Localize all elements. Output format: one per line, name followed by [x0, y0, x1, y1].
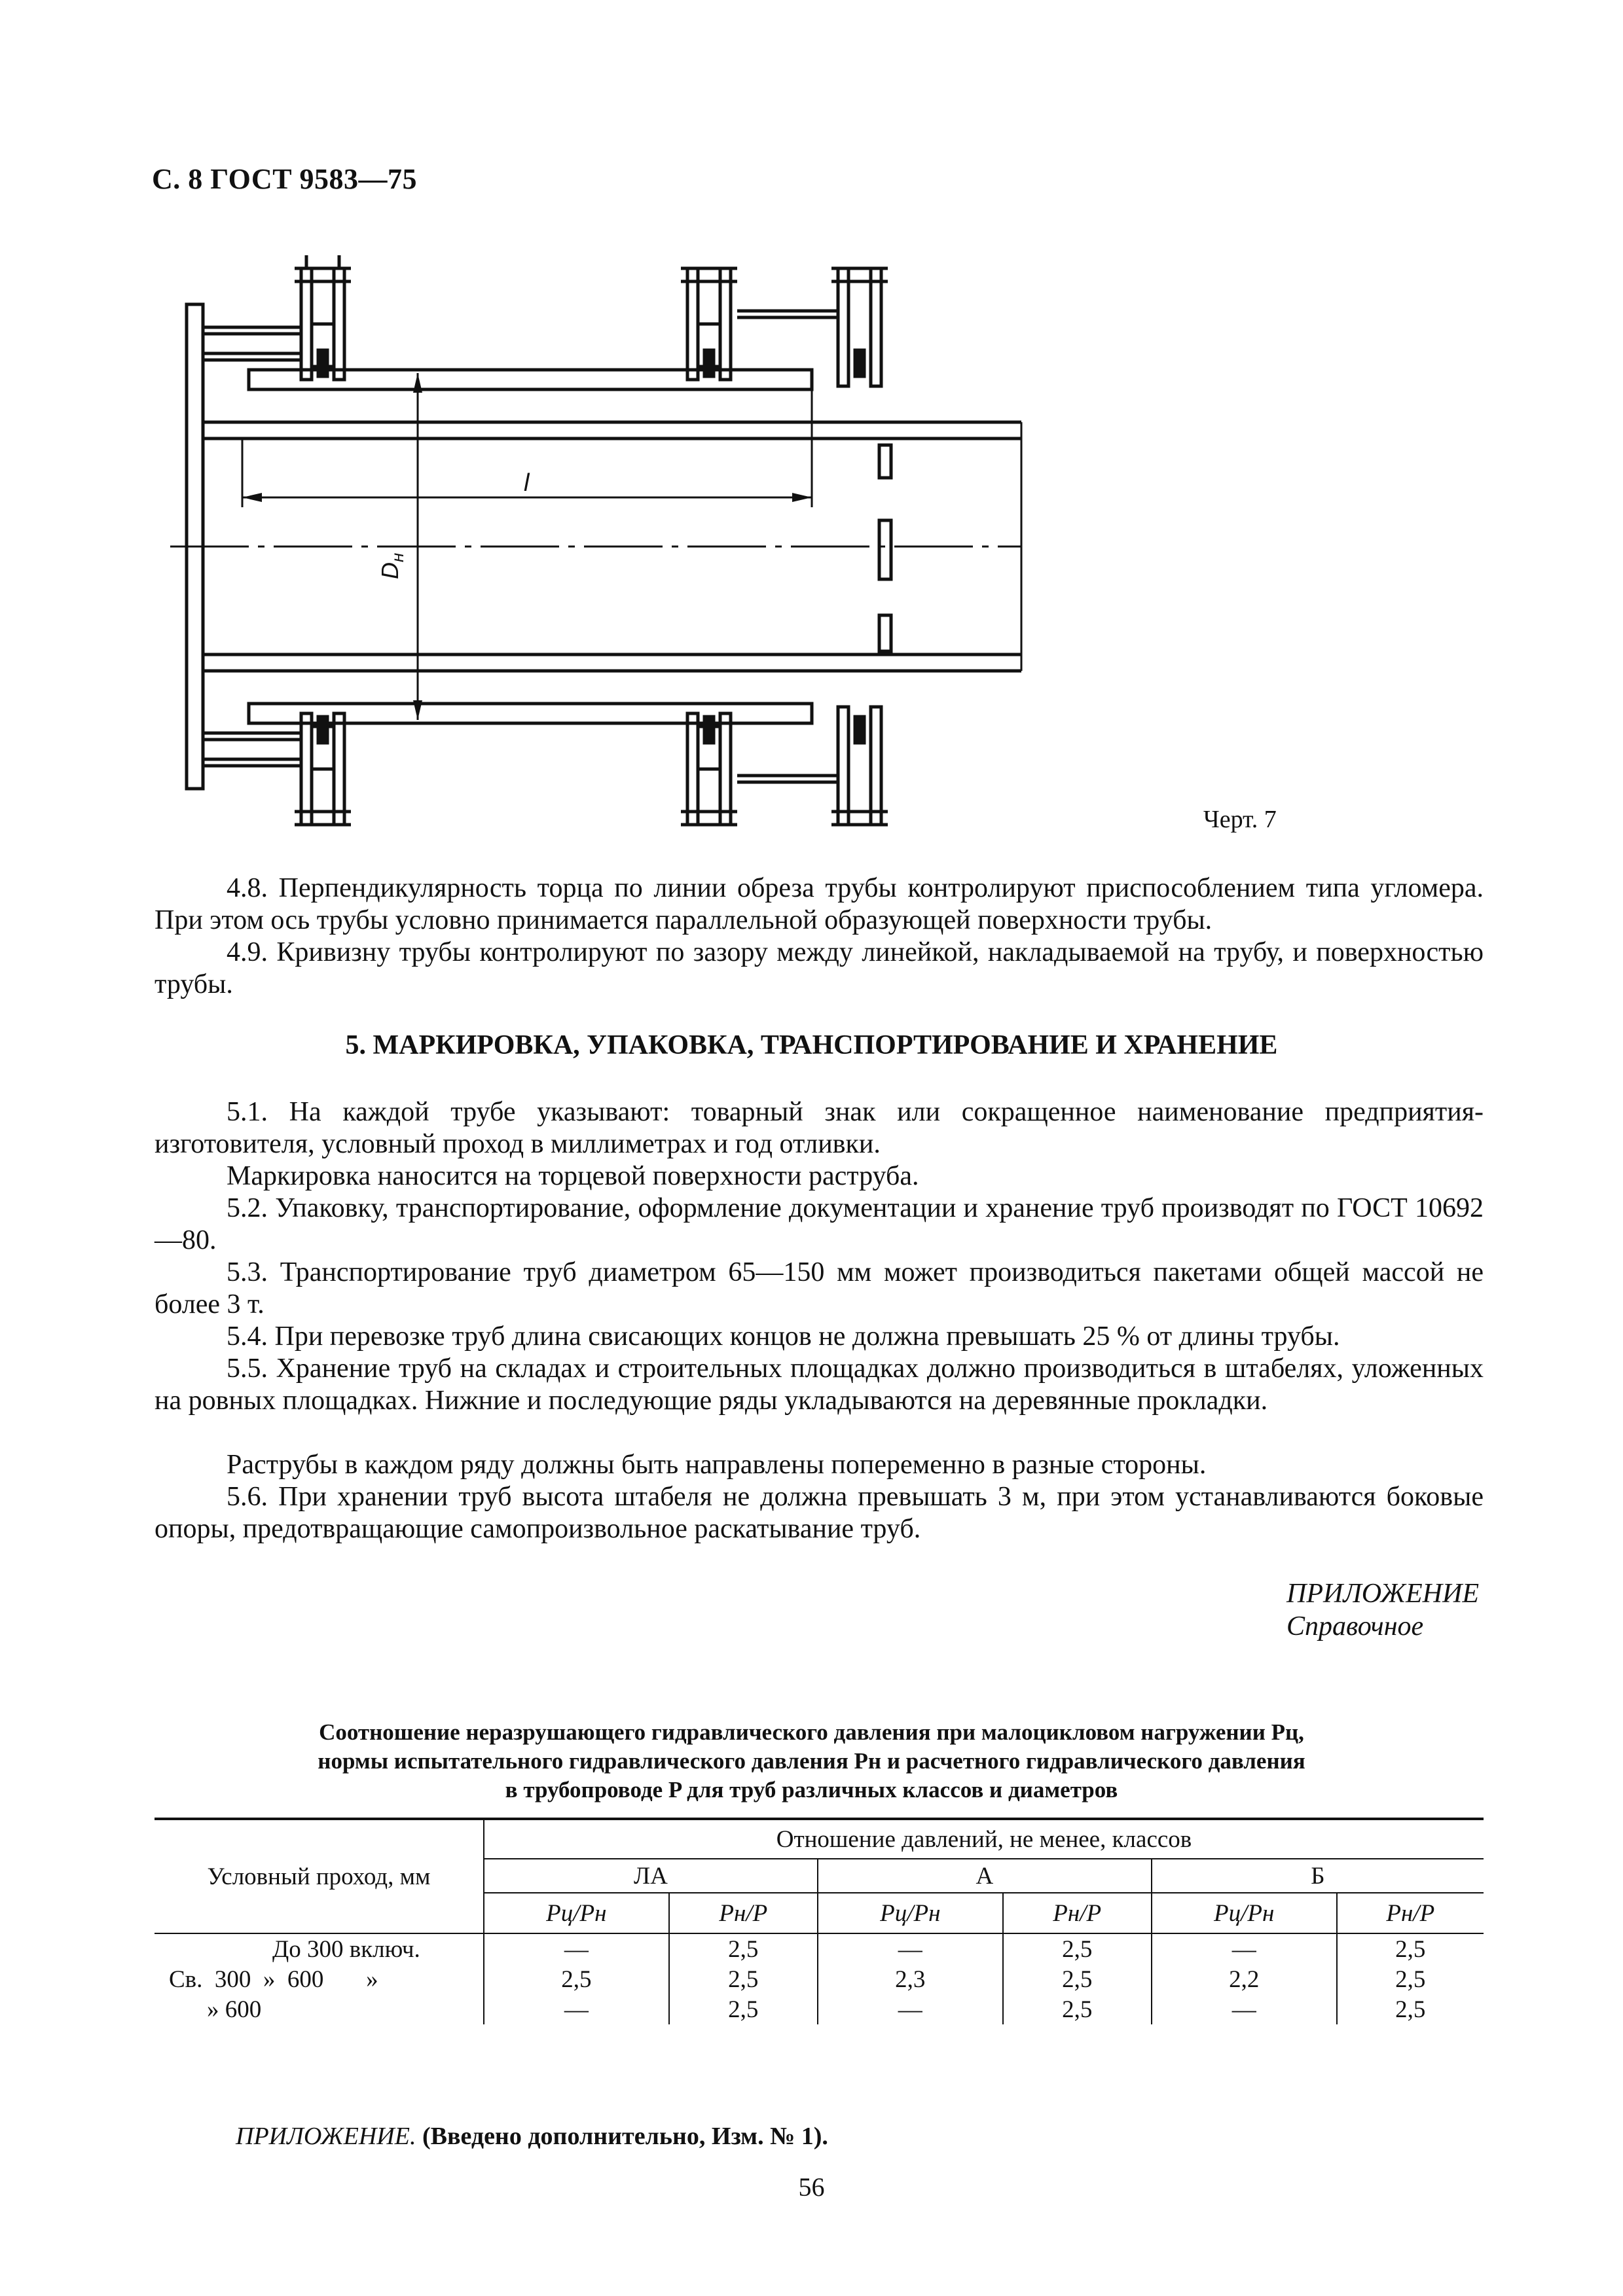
table-cell: — [484, 1994, 669, 2024]
paragraph-5-5-sockets: Раструбы в каждом ряду должны быть направлены попеременно в разные стороны. [227, 1450, 1207, 1480]
class-la-header: ЛА [484, 1859, 818, 1893]
table-cell: — [484, 1933, 669, 1964]
pipe-test-fixture-drawing [164, 252, 1067, 841]
table-caption-line-2: нормы испытательного гидравлического давления Pн и расчетного гидравлического давления [318, 1748, 1305, 1774]
table-cell: 2,5 [669, 1933, 818, 1964]
paragraph-5-2: 5.2. Упаковку, транспортирование, оформление документации и хранение труб производят по ГОСТ 10692—80. [155, 1193, 1484, 1255]
paragraph-5-3: 5.3. Транспортирование труб диаметром 65—150 мм может производиться пакетами общей массой не более 3 т. [155, 1257, 1484, 1319]
svg-text:Dн [376, 553, 407, 579]
paragraph-5-5: 5.5. Хранение труб на складах и строительных площадках должно производиться в штабелях, уложенных на ровных площадках. Нижние и последующие ряды укладываются на деревянные прокладки. [155, 1354, 1484, 1416]
ratio-header: Pц/Pн [1152, 1893, 1337, 1933]
table-cell: — [1152, 1994, 1337, 2024]
table-cell: 2,5 [1337, 1933, 1484, 1964]
section-5-title: 5. МАРКИРОВКА, УПАКОВКА, ТРАНСПОРТИРОВАНИЕ И ХРАНЕНИЕ [345, 1030, 1278, 1060]
table-cell: 2,2 [1152, 1964, 1337, 1994]
table-caption [0, 1718, 1623, 1804]
appendix-note [236, 2122, 828, 2151]
slot [879, 445, 891, 478]
paragraph-5-6: 5.6. При хранении труб высота штабеля не должна превышать 3 м, при этом устанавливаются боковые опоры, предотвращающие самопроизвольное раскатывание труб. [155, 1482, 1484, 1544]
ratio-header: Pн/P [1337, 1893, 1484, 1933]
table-caption-line-1: Соотношение неразрушающего гидравлического давления при малоцикловом нагружении Pц, [319, 1719, 1304, 1745]
table-cell: 2,5 [1003, 1933, 1152, 1964]
pressure-ratio-table [155, 1818, 1484, 2024]
appendix-title: ПРИЛОЖЕНИЕ [1286, 1579, 1479, 1609]
table-cell: 2,5 [484, 1964, 669, 1994]
page-header: С. 8 ГОСТ 9583—75 [152, 163, 418, 195]
ratio-header: Pн/P [1003, 1893, 1152, 1933]
ratio-header: Pц/Pн [818, 1893, 1003, 1933]
table-row [155, 1964, 1484, 1994]
figure-caption: Черт. 7 [1203, 806, 1277, 833]
paragraph-4-8: 4.8. Перпендикулярность торца по линии обреза трубы контролируют приспособлением типа угломера. При этом ось трубы условно принимается параллельной образующей поверхности трубы. [155, 873, 1484, 935]
table-cell: 2,5 [669, 1964, 818, 1994]
table-cell: 2,5 [1003, 1994, 1152, 2024]
appendix-label [1286, 1577, 1479, 1643]
table-cell: 2,5 [669, 1994, 818, 2024]
row-label: До 300 включ. [272, 1935, 420, 1963]
col-header-nominal-bore: Условный проход, мм [155, 1819, 484, 1933]
table-cell: — [1152, 1933, 1337, 1964]
paragraph-5-1-marking: Маркировка наносится на торцевой поверхности раструба. [227, 1161, 919, 1191]
class-b-header: Б [1152, 1859, 1484, 1893]
gasket [318, 350, 327, 376]
table-cell: — [818, 1933, 1003, 1964]
paragraph-5-4: 5.4. При перевозке труб длина свисающих концов не должна превышать 25 % от длины трубы. [227, 1321, 1340, 1352]
table-cell: 2,5 [1337, 1994, 1484, 2024]
table-row [155, 1933, 1484, 1964]
table-cell: 2,3 [818, 1964, 1003, 1994]
dim-diameter-subscript: н [388, 552, 407, 562]
table-caption-line-3: в трубопроводе P для труб различных классов и диаметров [505, 1777, 1118, 1803]
group-header: Отношение давлений, не менее, классов [484, 1819, 1484, 1859]
row-label: » 600 [207, 1996, 262, 2023]
table-cell: — [818, 1994, 1003, 2024]
row-label: Св. 300 » 600 » [169, 1965, 378, 1993]
page-number: 56 [798, 2172, 825, 2202]
ratio-header: Pн/P [669, 1893, 818, 1933]
paragraph-4-9: 4.9. Кривизну трубы контролируют по зазору между линейкой, накладываемой на трубу, и поверхностью трубы. [155, 937, 1484, 999]
note-italic: ПРИЛОЖЕНИЕ. [236, 2123, 416, 2150]
appendix-type: Справочное [1286, 1611, 1424, 1641]
paragraph-5-1: 5.1. На каждой трубе указывают: товарный знак или сокращенное наименование предприятия-изготовителя, условный проход в миллиметрах и год отливки. [155, 1097, 1484, 1159]
table-row [155, 1994, 1484, 2024]
table-cell: 2,5 [1337, 1964, 1484, 1994]
class-a-header: А [818, 1859, 1152, 1893]
ratio-header: Pц/Pн [484, 1893, 669, 1933]
table-cell: 2,5 [1003, 1964, 1152, 1994]
dim-length-label: l [524, 469, 530, 497]
note-bold: (Введено дополнительно, Изм. № 1). [416, 2123, 828, 2150]
dim-diameter-label: D [376, 562, 403, 579]
